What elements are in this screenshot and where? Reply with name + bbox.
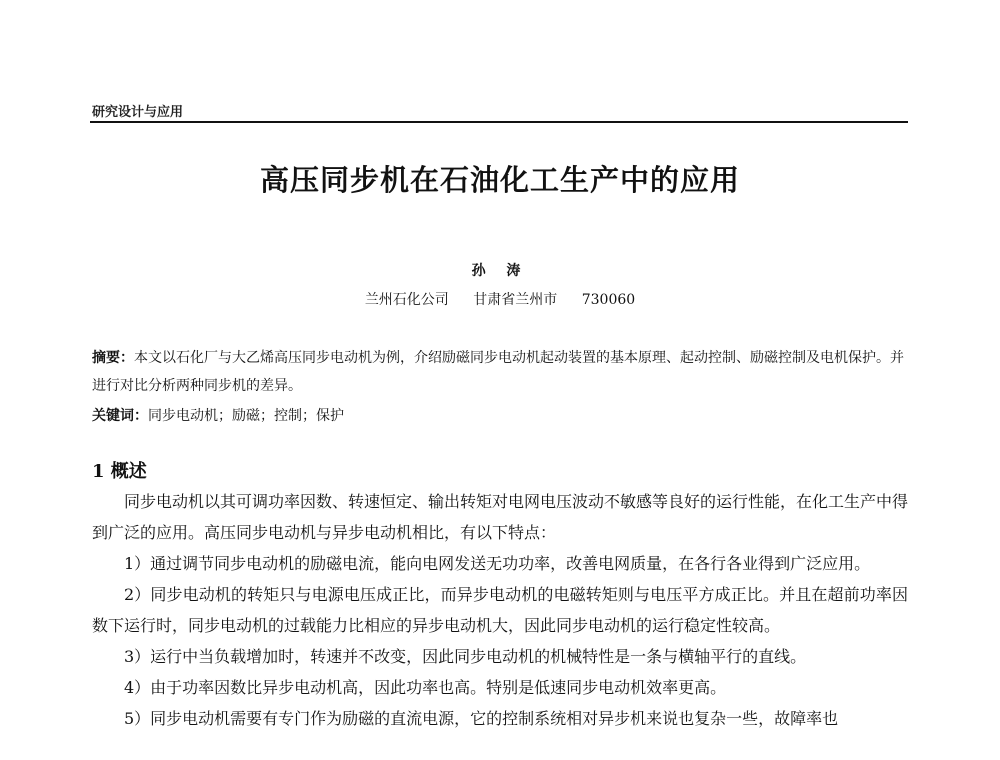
body-paragraph: 同步电动机以其可调功率因数、转速恒定、输出转矩对电网电压波动不敏感等良好的运行性能，在化工生产中得到广泛的应用。高压同步电动机与异步电动机相比，有以下特点： xyxy=(92,492,909,542)
abstract-label: 摘要： xyxy=(92,350,134,366)
author-affiliation xyxy=(0,289,1000,309)
keywords-text: 同步电动机；励磁；控制；保护 xyxy=(148,408,344,424)
abstract-text: 本文以石化厂与大乙烯高压同步电动机为例，介绍励磁同步电动机起动装置的基本原理、起动控制、励磁控制及电机保护。并进行对比分析两种同步机的差异。 xyxy=(92,350,904,394)
abstract xyxy=(92,344,908,400)
affiliation-company: 兰州石化公司 xyxy=(364,292,449,308)
keywords xyxy=(92,403,908,429)
author-name: 孙 涛 xyxy=(471,263,529,279)
header-rule xyxy=(90,121,908,123)
body-paragraph: 2）同步电动机的转矩只与电源电压成正比，而异步电动机的电磁转矩则与电压平方成正比。并且在超前功率因数下运行时，同步电动机的过载能力比相应的异步电动机大，因此同步电动机的运行稳定性较高。 xyxy=(92,585,908,635)
body-paragraph: 3）运行中当负载增加时，转速并不改变，因此同步电动机的机械特性是一条与横轴平行的直线。 xyxy=(124,647,807,666)
body-paragraph: 1）通过调节同步电动机的励磁电流，能向电网发送无功功率，改善电网质量，在各行各业得到广泛应用。 xyxy=(124,554,871,573)
keywords-label: 关键词： xyxy=(92,408,148,424)
body-paragraph: 5）同步电动机需要有专门作为励磁的直流电源，它的控制系统相对异步机来说也复杂一些，故障率也 xyxy=(124,709,839,728)
section-body xyxy=(92,486,908,734)
body-paragraph: 4）由于功率因数比异步电动机高，因此功率也高。特别是低速同步电动机效率更高。 xyxy=(124,678,727,697)
section-header-label: 研究设计与应用 xyxy=(92,105,184,120)
affiliation-postcode: 730060 xyxy=(581,292,636,308)
article-title: 高压同步机在石油化工生产中的应用 xyxy=(259,163,740,197)
affiliation-location: 甘肃省兰州市 xyxy=(473,292,558,308)
section-heading: 1 概述 xyxy=(92,461,147,482)
